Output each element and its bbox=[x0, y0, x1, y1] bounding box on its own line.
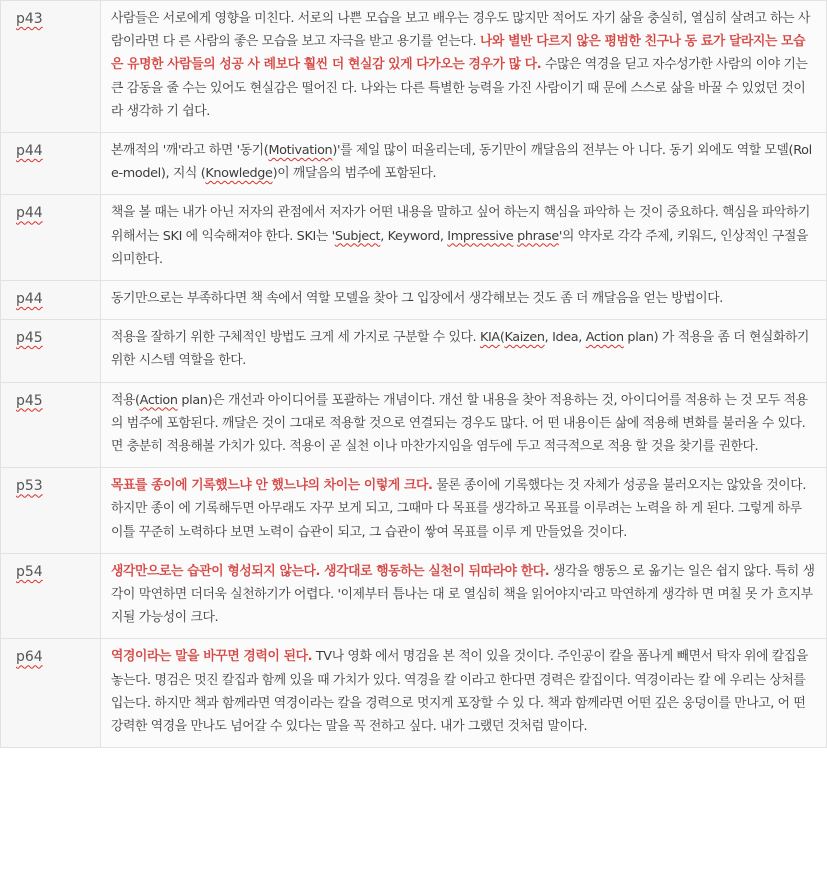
note-text: )이 깨달음의 범주에 포함된다. bbox=[272, 166, 437, 182]
page-number-cell bbox=[1, 195, 101, 281]
note-text: plan)은 개선과 아이디어를 포괄하는 개념이다. 개선 할 내용을 찾아 적용하는 것, 아이디어를 적용하 는 것 모두 적용의 범주에 포함된다. 깨달은 것이 그대로 적용할 것으로 연결되는 경우도 많다. 어 떤 내용이든 삶에 적용해 변화를 불러올 수 있다. 면 충분히 적용해볼 가치가 있다. 적용이 곧 실천 이나 마찬가지임을 염두에 두고 적극적으로 적용 할 것을 찾기를 권한다. bbox=[111, 392, 808, 455]
page-number: p44 bbox=[16, 291, 43, 308]
note-text: TV나 영화 에서 명검을 본 적이 있을 것이다. 주인공이 칼을 폼나게 빼면서 탁자 위에 칼집을 놓는다. 명검은 멋진 칼집과 함께 있을 때 가치가 있다. 역경을 칼 이라고 한다면 경력은 칼집이다. 역경이라는 칼 에 우리는 상처를 입는다. 하지만 책과 함께라면 역경이라는 칼을 경력으로 멋지게 포장할 수 있 다. 책과 함께라면 어떤 깊은 웅덩이를 만나고, 어 떤 강력한 역경을 만나도 넘어갈 수 있다는 말을 꼭 전하고 싶다. 내가 그랬던 것처럼 말이다. bbox=[111, 649, 808, 735]
spellcheck-flagged-word: phrase bbox=[517, 228, 559, 244]
note-text-cell bbox=[101, 382, 827, 468]
note-text-cell bbox=[101, 553, 827, 639]
note-text: 적용을 잘하기 위한 구체적인 방법도 크게 세 가지로 구분할 수 있다. bbox=[111, 330, 480, 346]
note-text-cell bbox=[101, 320, 827, 382]
spellcheck-flagged-word: Motivation bbox=[268, 143, 333, 159]
notes-table-body bbox=[1, 1, 827, 748]
note-text: , Idea, bbox=[544, 330, 586, 346]
spellcheck-flagged-word: Impressive bbox=[447, 228, 514, 244]
page-number: p43 bbox=[16, 11, 43, 27]
note-text-cell bbox=[101, 1, 827, 133]
spellcheck-flagged-word: Knowledge bbox=[205, 166, 273, 182]
page-number-cell bbox=[1, 553, 101, 639]
note-text-cell bbox=[101, 195, 827, 281]
note-row bbox=[1, 133, 827, 195]
note-row bbox=[1, 382, 827, 468]
highlighted-quote: 역경이라는 말을 바꾸면 경력이 된다. bbox=[111, 649, 313, 665]
note-row bbox=[1, 553, 827, 639]
page-number: p45 bbox=[16, 330, 43, 347]
note-row bbox=[1, 281, 827, 320]
page-number: p44 bbox=[16, 205, 43, 222]
page-number: p54 bbox=[16, 563, 43, 580]
page-number-cell bbox=[1, 1, 101, 133]
highlighted-quote: 나와 별반 다르지 않은 평범한 친구나 동 료가 달라지는 모습은 유명한 사람들의 성공 사 례보다 훨씬 더 현실감 있게 다가오는 경우가 많 다. bbox=[111, 34, 806, 73]
page-number-cell bbox=[1, 382, 101, 468]
note-text: 책을 볼 때는 내가 아닌 저자의 관점에서 저자가 어떤 내용을 말하고 싶어 하는지 핵심을 파악하 는 것이 중요하다. 핵심을 파악하기 위해서는 SKI 에 익숙해져야 한다. SKI는 ' bbox=[111, 205, 810, 244]
page-number-cell bbox=[1, 468, 101, 554]
page-number: p45 bbox=[16, 392, 43, 409]
note-row bbox=[1, 195, 827, 281]
note-text: , Keyword, bbox=[380, 228, 448, 244]
highlighted-quote: 생각만으로는 습관이 형성되지 않는다. 생각대로 행동하는 실천이 뒤따라야 한다. bbox=[111, 563, 550, 579]
page-number-cell bbox=[1, 639, 101, 748]
note-text-cell bbox=[101, 639, 827, 748]
note-text: 생각을 행동으 로 옮기는 일은 쉽지 않다. 특히 생각이 막연하면 더더욱 실천하기가 어렵다. '이제부터 틈나는 대 로 열심히 책을 읽어야지'라고 막연하게 생각하 면 며칠 못 가 흐지부지될 가능성이 크다. bbox=[111, 563, 815, 626]
note-text: plan) 가 적용을 좀 더 현실화하기 위한 시스템 역할을 한다. bbox=[111, 330, 810, 369]
note-text: '의 약자로 각각 주제, 키워드, 인상적인 구절을 의미한다. bbox=[111, 228, 808, 267]
note-text: 수많은 역경을 딛고 자수성가한 사람의 이야 기는 큰 감동을 줄 수는 있어도 현실감은 떨어진 다. 나와는 다른 특별한 능력을 가진 사람이기 때 문에 스스로 삶을 바꿀 수 있었던 것이라 생각하 기 쉽다. bbox=[111, 57, 808, 119]
page-number: p53 bbox=[16, 478, 43, 495]
spellcheck-flagged-word: Kaizen bbox=[504, 330, 545, 346]
spellcheck-flagged-word: Action bbox=[585, 330, 624, 346]
page-number-cell bbox=[1, 320, 101, 382]
note-text-cell bbox=[101, 468, 827, 554]
note-text: 동기만으로는 부족하다면 책 속에서 역할 모델을 찾아 그 입장에서 생각해보는 것도 좀 더 깨달음을 얻는 방법이다. bbox=[111, 291, 724, 307]
page-number: p64 bbox=[16, 649, 43, 666]
note-row bbox=[1, 639, 827, 748]
note-row bbox=[1, 468, 827, 554]
note-text: 물론 종이에 기록했다는 것 자체가 성공을 불러오지는 않았을 것이다. 하지만 종이 에 기록해두면 아무래도 자꾸 보게 되고, 그때마 다 목표를 생각하고 목표를 이루려는 노력을 하 게 된다. 그렇게 하루 이틀 꾸준히 노력하다 보면 노력이 습관이 되고, 그 습관이 쌓여 목표를 이루 게 만들었을 것이다. bbox=[111, 478, 807, 540]
note-text: 사람들은 서로에게 영향을 미친다. 서로의 나쁜 모습을 보고 배우는 경우도 많지만 적어도 자기 삶을 충실히, 열심히 살려고 하는 사람이라면 다 른 사람의 좋은 모습을 보고 자극을 받고 용기를 얻는다. bbox=[111, 11, 810, 50]
note-text: 적용( bbox=[111, 392, 140, 408]
page-number-cell bbox=[1, 281, 101, 320]
spellcheck-flagged-word: KIA bbox=[479, 330, 500, 346]
note-text: 본깨적의 '깨'라고 하면 '동기( bbox=[111, 143, 269, 159]
page-number-cell bbox=[1, 133, 101, 195]
note-text: ( bbox=[499, 330, 505, 346]
note-row bbox=[1, 1, 827, 133]
note-text-cell bbox=[101, 281, 827, 320]
spellcheck-flagged-word: Subject bbox=[334, 228, 381, 244]
note-row bbox=[1, 320, 827, 382]
spellcheck-flagged-word: Action bbox=[139, 392, 178, 408]
note-text-cell bbox=[101, 133, 827, 195]
page-number: p44 bbox=[16, 143, 43, 160]
note-text: )'를 제일 많이 떠올리는데, 동기만이 깨달음의 전부는 아 니다. 동기 외에도 역할 모델(Role-model), 지식 ( bbox=[111, 143, 812, 182]
highlighted-quote: 목표를 종이에 기록했느냐 안 했느냐의 차이는 이렇게 크다. bbox=[111, 478, 433, 494]
